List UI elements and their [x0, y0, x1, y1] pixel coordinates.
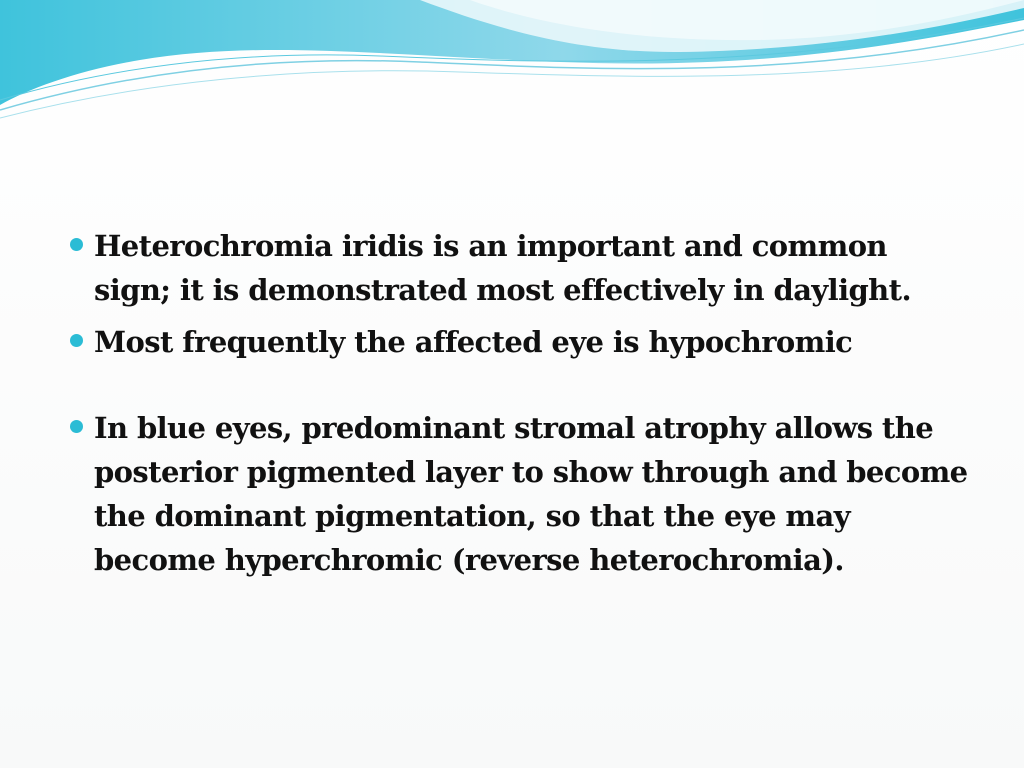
bullet-item-blue-eyes — [70, 406, 970, 582]
bullet-list — [70, 224, 970, 582]
bullet-dot-icon — [70, 238, 83, 251]
bullet-text: Heterochromia iridis is an important and common sign; it is demonstrated most effectively in daylight. — [94, 229, 911, 307]
bullet-text: Most frequently the affected eye is hypochromic — [94, 325, 853, 359]
bullet-text: In blue eyes, predominant stromal atrophy allows the posterior pigmented layer to show through and become the dominant pigmentation, so that the eye may become hyperchromic (reverse heterochromia). — [94, 411, 968, 577]
header-wave-decoration — [0, 0, 1024, 130]
bullet-item-hypochromic — [70, 320, 970, 364]
bullet-dot-icon — [70, 334, 83, 347]
slide-content — [70, 224, 970, 582]
bullet-dot-icon — [70, 420, 83, 433]
bullet-item-heterochromia — [70, 224, 970, 312]
